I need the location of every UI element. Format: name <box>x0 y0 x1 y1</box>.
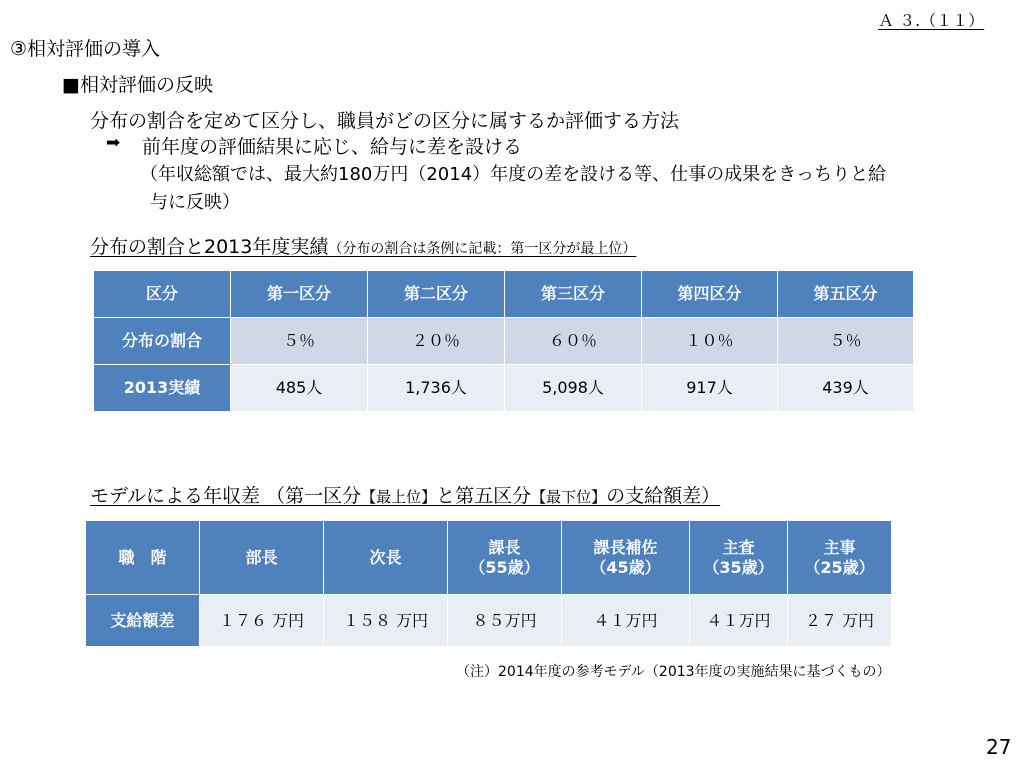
table-cell: 1,736人 <box>368 365 505 412</box>
description-line: 前年度の評価結果に応じ、給与に差を設ける <box>142 136 523 158</box>
table-row <box>94 318 914 365</box>
description-line: （年収総額では、最大約180万円（2014）年度の差を設ける等、仕事の成果をきっちりと給 <box>140 164 887 185</box>
table2-title-part: 【最上位】 <box>361 488 437 506</box>
table-header-cell <box>448 521 562 595</box>
table-cell: ６０％ <box>505 318 642 365</box>
table-header-cell <box>788 521 892 595</box>
table-cell: 5,098人 <box>505 365 642 412</box>
table-cell: ５％ <box>231 318 368 365</box>
footnote: （注）2014年度の参考モデル（2013年度の実施結果に基づくもの） <box>456 664 891 680</box>
table-header-cell: 第二区分 <box>368 271 505 318</box>
salary-difference-table <box>85 520 892 647</box>
table-cell: ２０％ <box>368 318 505 365</box>
table2-title-part: 【最下位】 <box>531 488 607 506</box>
header-line: 課長補佐 <box>593 537 658 557</box>
table-row <box>94 365 914 412</box>
table-cell: １５８ 万円 <box>324 595 448 647</box>
table-cell: ４１万円 <box>690 595 788 647</box>
distribution-table <box>93 270 914 412</box>
header-line: 主事 <box>823 537 856 557</box>
table-header-cell: 第三区分 <box>505 271 642 318</box>
description-line: 分布の割合を定めて区分し、職員がどの区分に属するか評価する方法 <box>90 110 680 132</box>
row-header-cell: 分布の割合 <box>94 318 231 365</box>
table-row <box>86 595 892 647</box>
table1-title-note: （分布の割合は条例に記載：第一区分が最上位） <box>328 241 637 257</box>
table-cell: ５％ <box>778 318 914 365</box>
header-line: （35歳） <box>703 557 774 577</box>
header-line: （25歳） <box>804 557 875 577</box>
table-cell: １７６ 万円 <box>200 595 324 647</box>
table2-title <box>90 481 720 508</box>
table-header-cell: 第一区分 <box>231 271 368 318</box>
table-cell: ２７ 万円 <box>788 595 892 647</box>
table-header-cell <box>690 521 788 595</box>
table2-header-row <box>86 521 892 595</box>
table2-title-part: と第五区分 <box>436 485 532 507</box>
description-line: 与に反映） <box>150 192 240 213</box>
page-number: 27 <box>986 735 1012 759</box>
header-line: 課長 <box>488 537 521 557</box>
table-cell: 439人 <box>778 365 914 412</box>
arrow-icon: ➡ <box>106 133 121 153</box>
page-id: Ａ ３.（１１） <box>878 11 985 30</box>
subsection-title: ■相対評価の反映 <box>62 74 213 96</box>
table-header-cell: 第四区分 <box>642 271 778 318</box>
table1-header-row <box>94 271 914 318</box>
table1-title <box>90 232 636 259</box>
table-cell: 485人 <box>231 365 368 412</box>
table-cell: １０％ <box>642 318 778 365</box>
header-line: 主査 <box>722 537 755 557</box>
table2-title-part: の支給額差） <box>606 485 721 507</box>
table2-title-part: モデルによる年収差 （第一区分 <box>90 485 362 507</box>
header-line: （55歳） <box>469 557 540 577</box>
table-header-cell: 次長 <box>324 521 448 595</box>
table-header-cell: 部長 <box>200 521 324 595</box>
row-header-cell: 支給額差 <box>86 595 200 647</box>
table-header-cell: 職 階 <box>86 521 200 595</box>
header-line: （45歳） <box>590 557 661 577</box>
row-header-cell: 2013実績 <box>94 365 231 412</box>
section-title: ③相対評価の導入 <box>10 38 161 60</box>
table-header-cell: 第五区分 <box>778 271 914 318</box>
table-header-cell <box>562 521 690 595</box>
table1-title-main: 分布の割合と2013年度実績 <box>90 236 329 258</box>
table-cell: ８５万円 <box>448 595 562 647</box>
table-cell: ４１万円 <box>562 595 690 647</box>
table-header-cell: 区分 <box>94 271 231 318</box>
table-cell: 917人 <box>642 365 778 412</box>
